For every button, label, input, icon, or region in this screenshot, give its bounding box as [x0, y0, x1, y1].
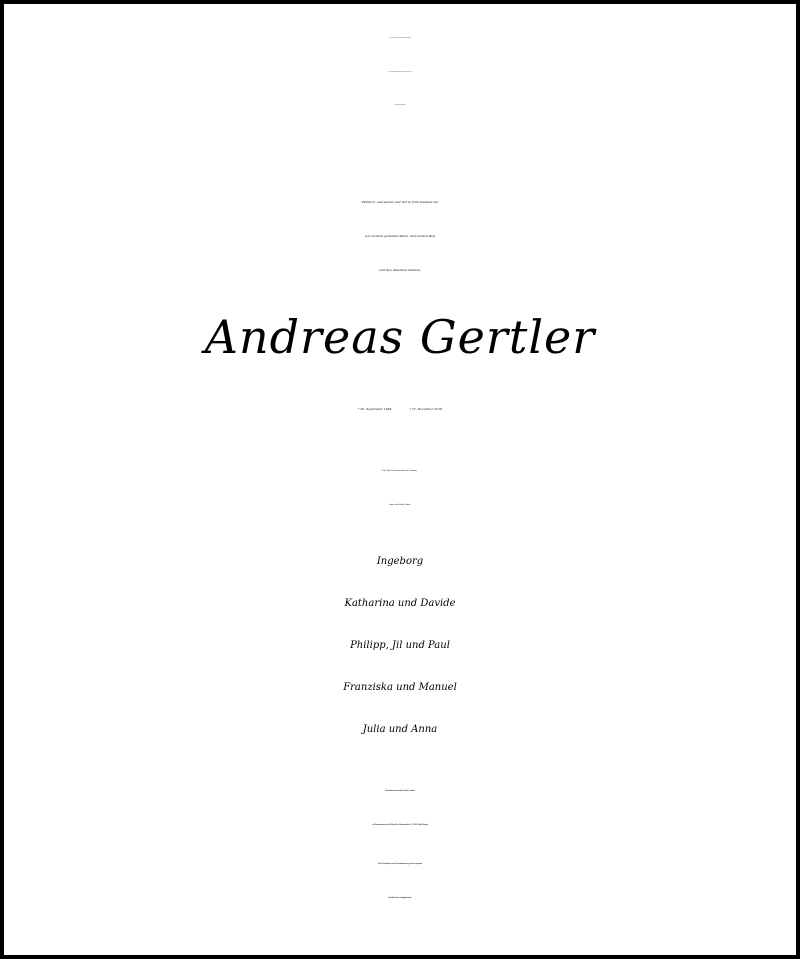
ceremony-note-line-2: Familienkreis stattgefunden.	[388, 897, 412, 899]
intro-line-3: und Opa Abschied nehmen.	[379, 268, 421, 272]
birth-date: * 20. September 1948	[357, 407, 392, 411]
ceremony-note-line-1: Die Trauerfeier und Urnenbeisetzung hat im engsten	[377, 863, 422, 865]
motto-line-1: Der Tod ist Grenzstein des Lebens,	[382, 470, 418, 472]
quote-line-3: wie gerne du mit mir gelacht hast.	[394, 105, 406, 106]
quote-line-2: haben. Du wirst immer mein Freund sein. Du wirst dich daran erinnern,	[388, 72, 412, 73]
death-date: † 27. November 2018	[409, 407, 443, 411]
deceased-name: Andreas Gertler	[204, 310, 596, 364]
family-line-2: Katharina und Davide	[344, 598, 456, 609]
family-line-3: Philipp, Jil und Paul	[350, 640, 450, 651]
intro-line-2: von meinem geliebten Mann, dem besten Papi	[364, 234, 436, 238]
intro-line-1: Plötzlich, unerwartet und viel zu früh mussten wir	[361, 200, 439, 204]
family-line-5: Julia und Anna	[362, 724, 438, 735]
condolence-address-title: Kondolenzanschrift: Familie Gertler	[385, 790, 415, 792]
family-line-4: Franziska und Manuel	[343, 682, 457, 693]
motto-line-2: aber nicht der Liebe.	[389, 504, 411, 506]
life-dates	[4, 407, 796, 411]
family-line-1: Ingeborg	[376, 556, 424, 567]
condolence-address: c/o Bestattungshaus Müller, Kucksteinstraße 46, 53604 Bad Honnef	[371, 824, 429, 826]
quote-line-1: Und wenn du dich getröstet hast, wirst du froh sein, mich gekannt zu	[389, 38, 411, 39]
